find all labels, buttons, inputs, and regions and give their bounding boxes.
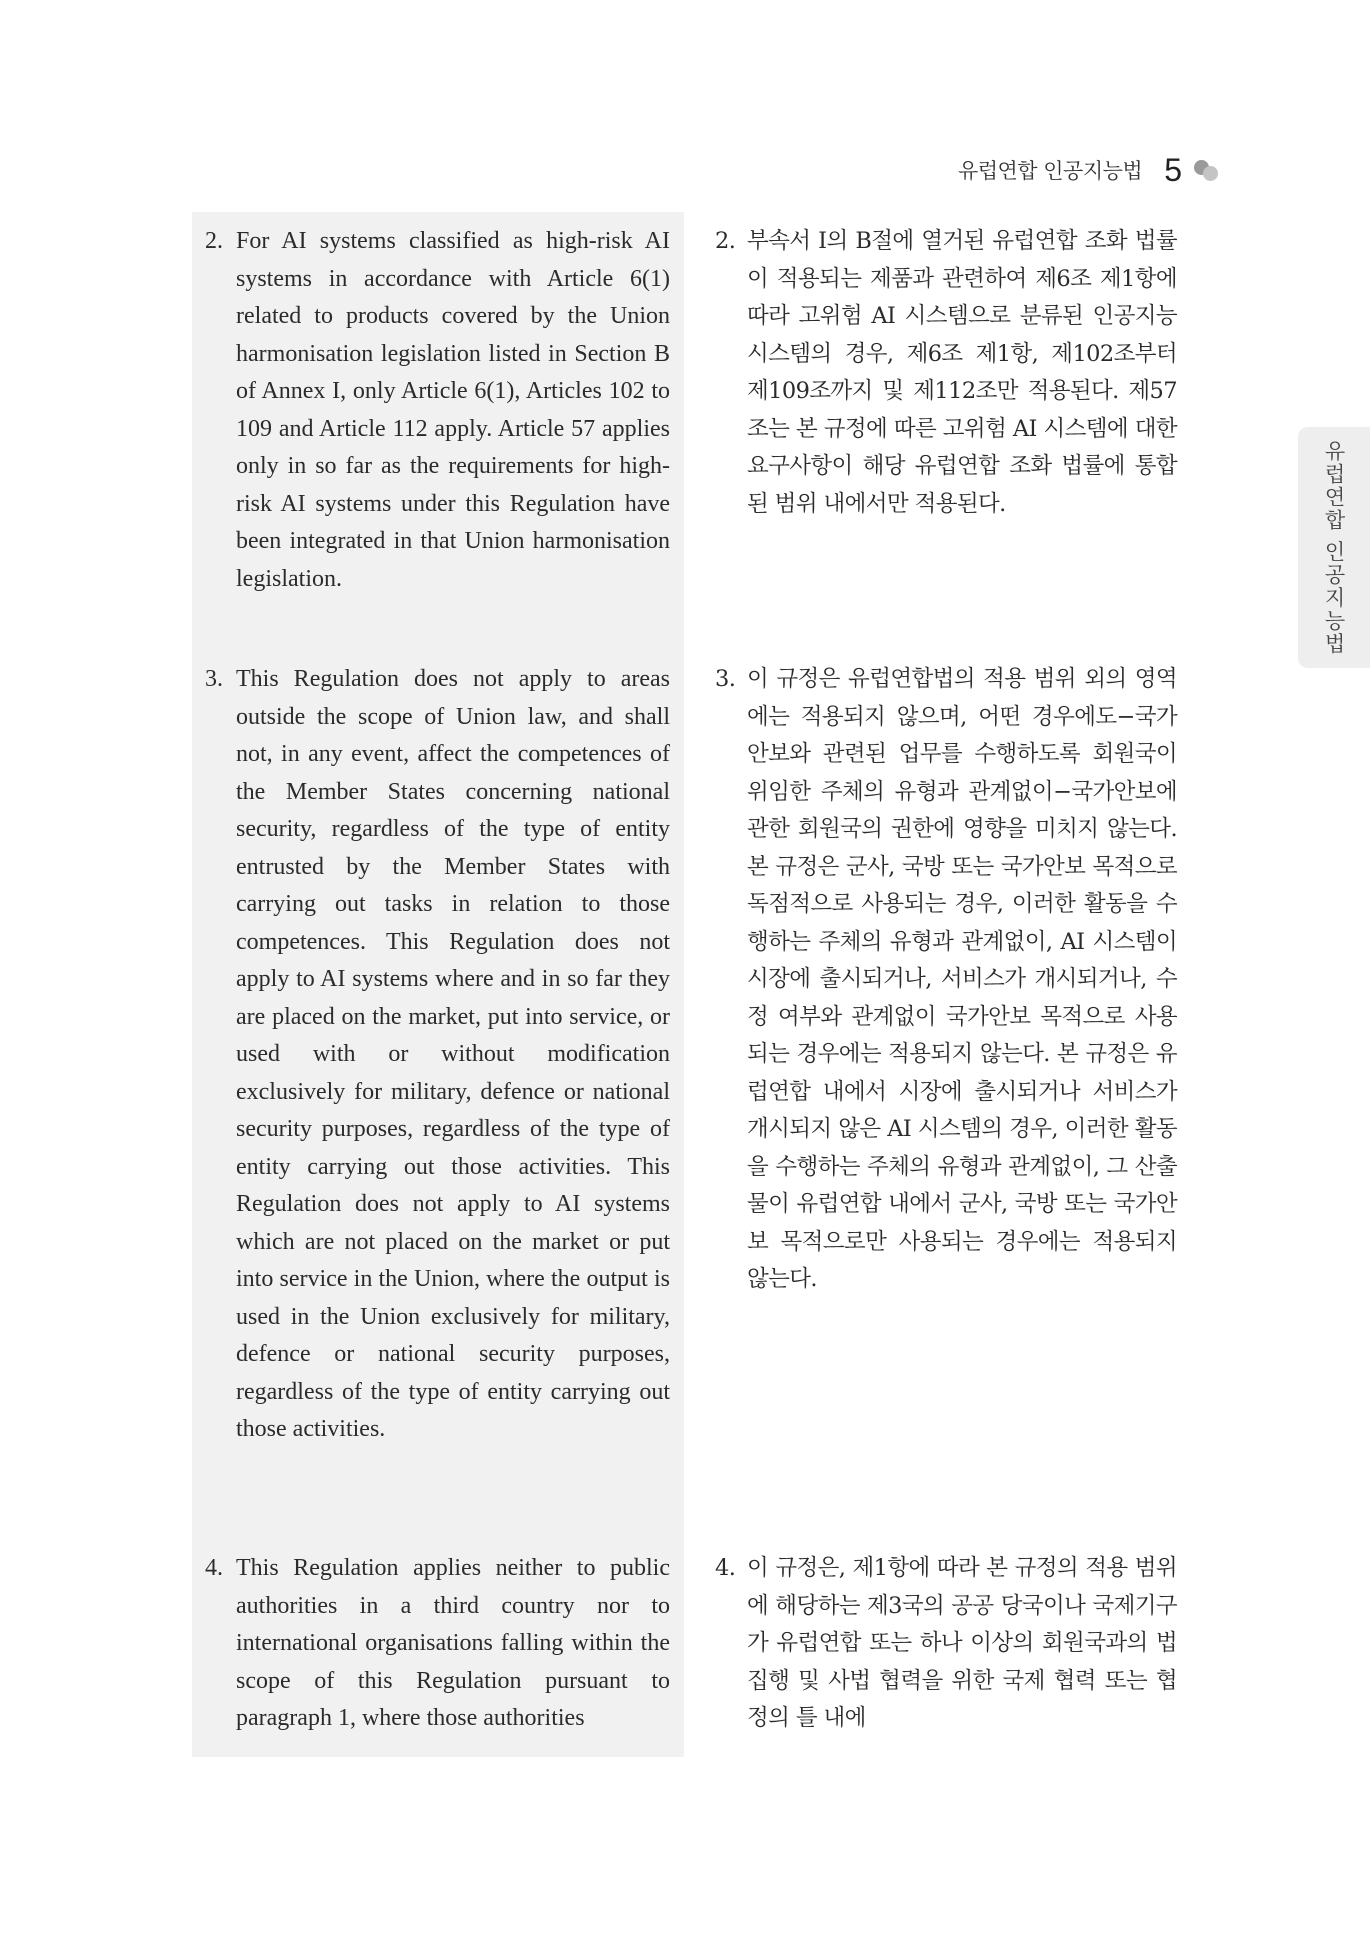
paragraph-text-ko: 이 규정은 유럽연합법의 적용 범위 외의 영역에는 적용되지 않으며, 어떤 경우에도−국가안보와 관련된 업무를 수행하도록 회원국이 위임한 주체의 유형과 관계없이−국가안보에 관한 회원국의 권한에 영향을 미치지 않는다. 본 규정은 군사, 국방 또는 국가안보 목적으로 독점적으로 사용되는 경우, 이러한 활동을 수행하는 주체의 유형과 관계없이, AI 시스템이 시장에 출시되거나, 서비스가 개시되거나, 수정 여부와 관계없이 국가안보 목적으로 사용되는 경우에는 적용되지 않는다. 본 규정은 유럽연합 내에서 시장에 출시되거나 서비스가 개시되지 않은 AI 시스템의 경우, 이러한 활동을 수행하는 주체의 유형과 관계없이, 그 산출물이 유럽연합 내에서 군사, 국방 또는 국가안보 목적으로만 사용되는 경우에는 적용되지 않는다. bbox=[747, 666, 1177, 1292]
header-title: 유럽연합 인공지능법 bbox=[957, 159, 1143, 183]
paragraph-2-en bbox=[205, 223, 670, 598]
paragraph-number: 4. bbox=[715, 1555, 736, 1581]
paragraph-text-ko: 부속서 I의 B절에 열거된 유럽연합 조화 법률이 적용되는 제품과 관련하여 제6조 제1항에 따라 고위험 AI 시스템으로 분류된 인공지능 시스템의 경우, 제6조 제1항, 제102조부터 제109조까지 및 제112조만 적용된다. 제57조는 본 규정에 따른 고위험 AI 시스템에 대한 요구사항이 해당 유럽연합 조화 법률에 통합된 범위 내에서만 적용된다. bbox=[747, 228, 1177, 517]
side-section-tab bbox=[1298, 427, 1370, 668]
side-tab-label: 유럽연합 인공지능법 bbox=[1322, 439, 1346, 656]
paragraph-number: 4. bbox=[205, 1555, 223, 1581]
running-header bbox=[958, 150, 1220, 190]
paragraph-text-en: This Regulation applies neither to public authorities in a third country nor to international organisations falling within the scope of this Regulation pursuant to paragraph 1, where those authorities bbox=[236, 1555, 670, 1731]
paragraph-3-ko bbox=[715, 661, 1177, 1299]
paragraph-text-en: This Regulation does not apply to areas outside the scope of Union law, and shall not, in any event, affect the competences of the Member States concerning national security, regardless of the type of entity entrusted by the Member States with carrying out tasks in relation to those competences. This Regulation does not apply to AI systems where and in so far they are placed on the market, put into service, or used with or without modification exclusively for military, defence or national security purposes, regardless of the type of entity carrying out those activities. This Regulation does not apply to AI systems which are not placed on the market or put into service in the Union, where the output is used in the Union exclusively for military, defence or national security purposes, regardless of the type of entity carrying out those activities. bbox=[236, 666, 670, 1442]
paragraph-4-ko bbox=[715, 1550, 1177, 1738]
paragraph-number: 2. bbox=[205, 228, 223, 254]
paragraph-text-en: For AI systems classified as high-risk AI systems in accordance with Article 6(1) related to products covered by the Union harmonisation legislation listed in Section B of Annex I, only Article 6(1), Articles 102 to 109 and Article 112 apply. Article 57 applies only in so far as the requirements for high-risk AI systems under this Regulation have been integrated in that Union harmonisation legislation. bbox=[236, 228, 670, 592]
paragraph-3-en bbox=[205, 661, 670, 1449]
paragraph-4-en bbox=[205, 1550, 670, 1738]
page-number: 5 bbox=[1164, 151, 1182, 188]
paragraph-number: 2. bbox=[715, 228, 736, 254]
paragraph-number: 3. bbox=[715, 666, 736, 692]
paragraph-text-ko: 이 규정은, 제1항에 따라 본 규정의 적용 범위에 해당하는 제3국의 공공 당국이나 국제기구가 유럽연합 또는 하나 이상의 회원국과의 법 집행 및 사법 협력을 위한 국제 협력 또는 협정의 틀 내에 bbox=[747, 1555, 1177, 1731]
paragraph-number: 3. bbox=[205, 666, 223, 692]
paragraph-2-ko bbox=[715, 223, 1177, 523]
decorative-dots-icon bbox=[1194, 157, 1220, 183]
